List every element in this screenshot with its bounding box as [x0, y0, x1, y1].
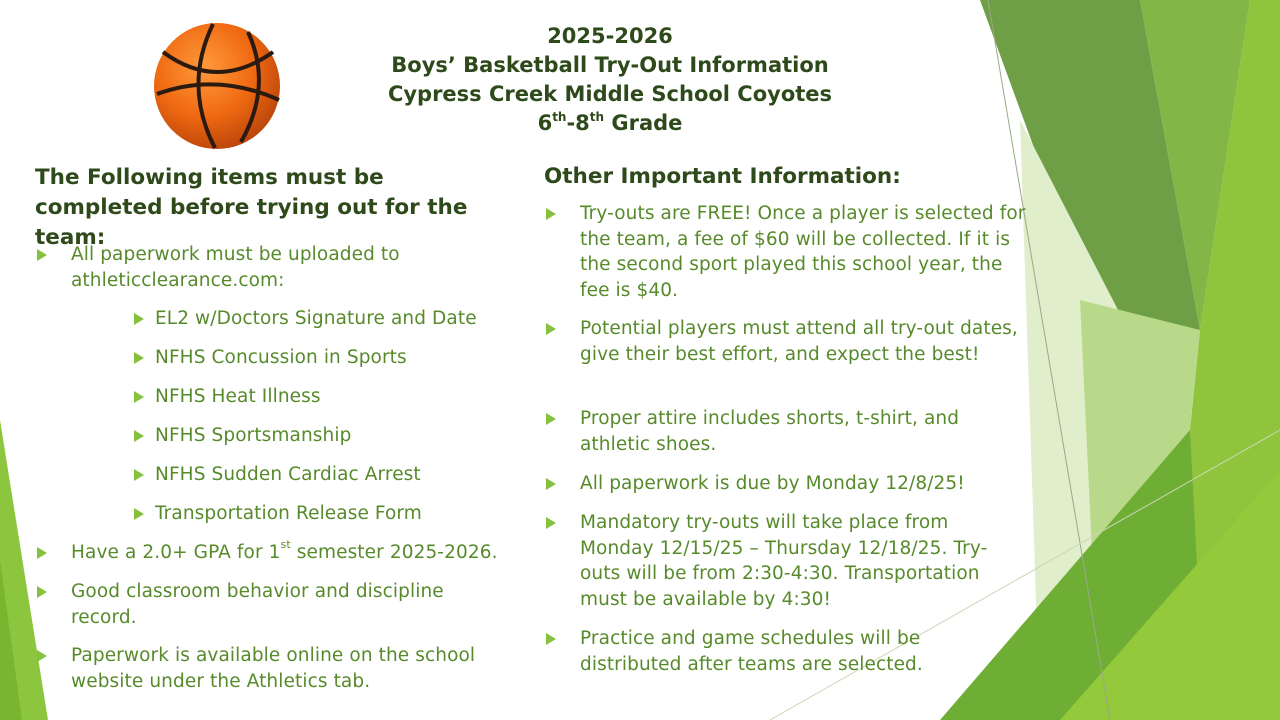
list-item-attire: [544, 406, 1004, 457]
triangle-bullet-icon: [134, 469, 144, 481]
triangle-bullet-icon: [37, 586, 47, 598]
triangle-bullet-icon: [546, 208, 556, 220]
list-item-behavior: [35, 579, 475, 630]
list-item-text: Try-outs are FREE! Once a player is selected for the team, a fee of $60 will be collected. If it is the second sport played this school year, the fee is $40.: [580, 203, 1026, 301]
list-item-text: Good classroom behavior and discipline record.: [71, 581, 444, 628]
title-event: Boys’ Basketball Try-Out Information: [391, 53, 829, 77]
form-item-text: NFHS Heat Illness: [155, 386, 321, 407]
form-item-text: NFHS Sportsmanship: [155, 425, 352, 446]
triangle-bullet-icon: [37, 650, 47, 662]
page-title: [340, 22, 880, 138]
form-item-text: EL2 w/Doctors Signature and Date: [155, 308, 477, 329]
list-item-text: All paperwork must be uploaded to athleticclearance.com:: [71, 244, 400, 291]
list-item-gpa: [35, 540, 515, 566]
list-item-text: Proper attire includes shorts, t-shirt, and athletic shoes.: [580, 408, 960, 455]
title-grade: 6th-8th Grade: [537, 110, 683, 135]
form-item-text: NFHS Concussion in Sports: [155, 347, 407, 368]
triangle-bullet-icon: [546, 323, 556, 335]
form-item: [132, 501, 532, 527]
triangle-bullet-icon: [134, 508, 144, 520]
form-item-text: NFHS Sudden Cardiac Arrest: [155, 464, 421, 485]
list-item-paperwork: [35, 242, 475, 293]
triangle-bullet-icon: [546, 478, 556, 490]
list-item-attendance: [544, 316, 1024, 367]
list-item-due-date: [544, 471, 1024, 497]
list-item-text: Potential players must attend all try-out dates, give their best effort, and expect the best!: [580, 318, 1018, 365]
triangle-bullet-icon: [37, 249, 47, 261]
list-item-text: Practice and game schedules will be distributed after teams are selected.: [580, 628, 923, 675]
requirements-heading: The Following items must be completed before trying out for the team:: [35, 165, 468, 250]
list-item-text: All paperwork is due by Monday 12/8/25!: [580, 473, 965, 494]
list-item-text: Mandatory try-outs will take place from Monday 12/15/25 – Thursday 12/18/25. Try-outs will be from 2:30-4:30. Transportation must be available by 4:30!: [580, 512, 988, 610]
form-item: [132, 423, 532, 449]
list-item-text: Have a 2.0+ GPA for 1st semester 2025-2026.: [71, 538, 498, 563]
list-item-schedules: [544, 626, 984, 677]
triangle-bullet-icon: [134, 352, 144, 364]
form-item: [132, 306, 532, 332]
triangle-bullet-icon: [546, 633, 556, 645]
list-item-text: Paperwork is available online on the school website under the Athletics tab.: [71, 645, 476, 692]
form-item: [132, 462, 532, 488]
triangle-bullet-icon: [546, 517, 556, 529]
other-info-heading: Other Important Information:: [544, 164, 901, 189]
triangle-bullet-icon: [546, 413, 556, 425]
list-item-fee: [544, 201, 1034, 303]
form-item: [132, 384, 532, 410]
list-item-tryout-dates: [544, 510, 1014, 612]
list-item-online: [35, 643, 505, 694]
title-year: 2025-2026: [547, 24, 673, 48]
triangle-bullet-icon: [37, 547, 47, 559]
triangle-bullet-icon: [134, 430, 144, 442]
basketball-icon: [153, 22, 283, 152]
form-item: [132, 345, 532, 371]
form-item-text: Transportation Release Form: [155, 503, 422, 524]
triangle-bullet-icon: [134, 391, 144, 403]
title-school: Cypress Creek Middle School Coyotes: [387, 82, 833, 106]
triangle-bullet-icon: [134, 313, 144, 325]
